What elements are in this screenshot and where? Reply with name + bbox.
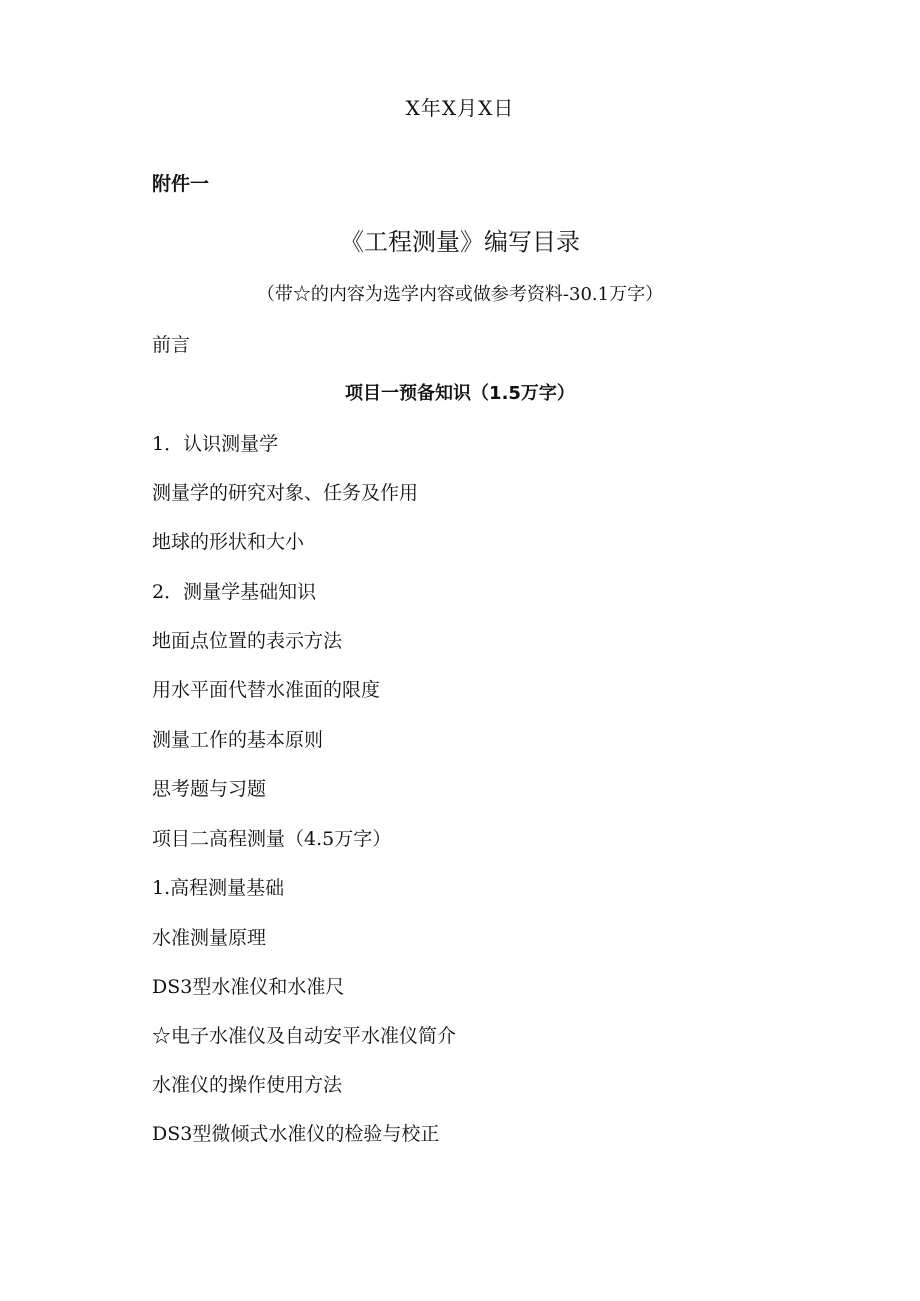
document-title: 《工程测量》编写目录 — [340, 228, 580, 256]
toc-item: 水准仪的操作使用方法 — [152, 1074, 343, 1096]
toc-item: 2．测量学基础知识 — [152, 581, 317, 603]
toc-item: ☆电子水准仪及自动安平水准仪简介 — [152, 1025, 457, 1047]
attachment-label: 附件一 — [152, 173, 210, 195]
project-two-heading: 项目二高程测量（4.5万字） — [152, 828, 392, 850]
preface-heading: 前言 — [152, 334, 191, 356]
toc-item: 测量工作的基本原则 — [152, 729, 324, 751]
project-one-heading: 项目一预备知识（1.5万字） — [345, 383, 575, 404]
toc-item: 思考题与习题 — [152, 778, 267, 800]
document-date: X年X月X日 — [405, 96, 515, 120]
toc-item: 用水平面代替水准面的限度 — [152, 679, 381, 701]
toc-item: DS3型水准仪和水准尺 — [152, 976, 345, 998]
toc-item: 地面点位置的表示方法 — [152, 630, 343, 652]
toc-item: 测量学的研究对象、任务及作用 — [152, 482, 419, 504]
toc-item: DS3型微倾式水准仪的检验与校正 — [152, 1123, 440, 1145]
toc-item: 地球的形状和大小 — [152, 531, 305, 553]
toc-item: 水准测量原理 — [152, 927, 267, 949]
document-subtitle: （带☆的内容为选学内容或做参考资料-30.1万字） — [256, 284, 664, 305]
toc-item: 1.高程测量基础 — [152, 877, 285, 899]
toc-item: 1．认识测量学 — [152, 433, 279, 455]
